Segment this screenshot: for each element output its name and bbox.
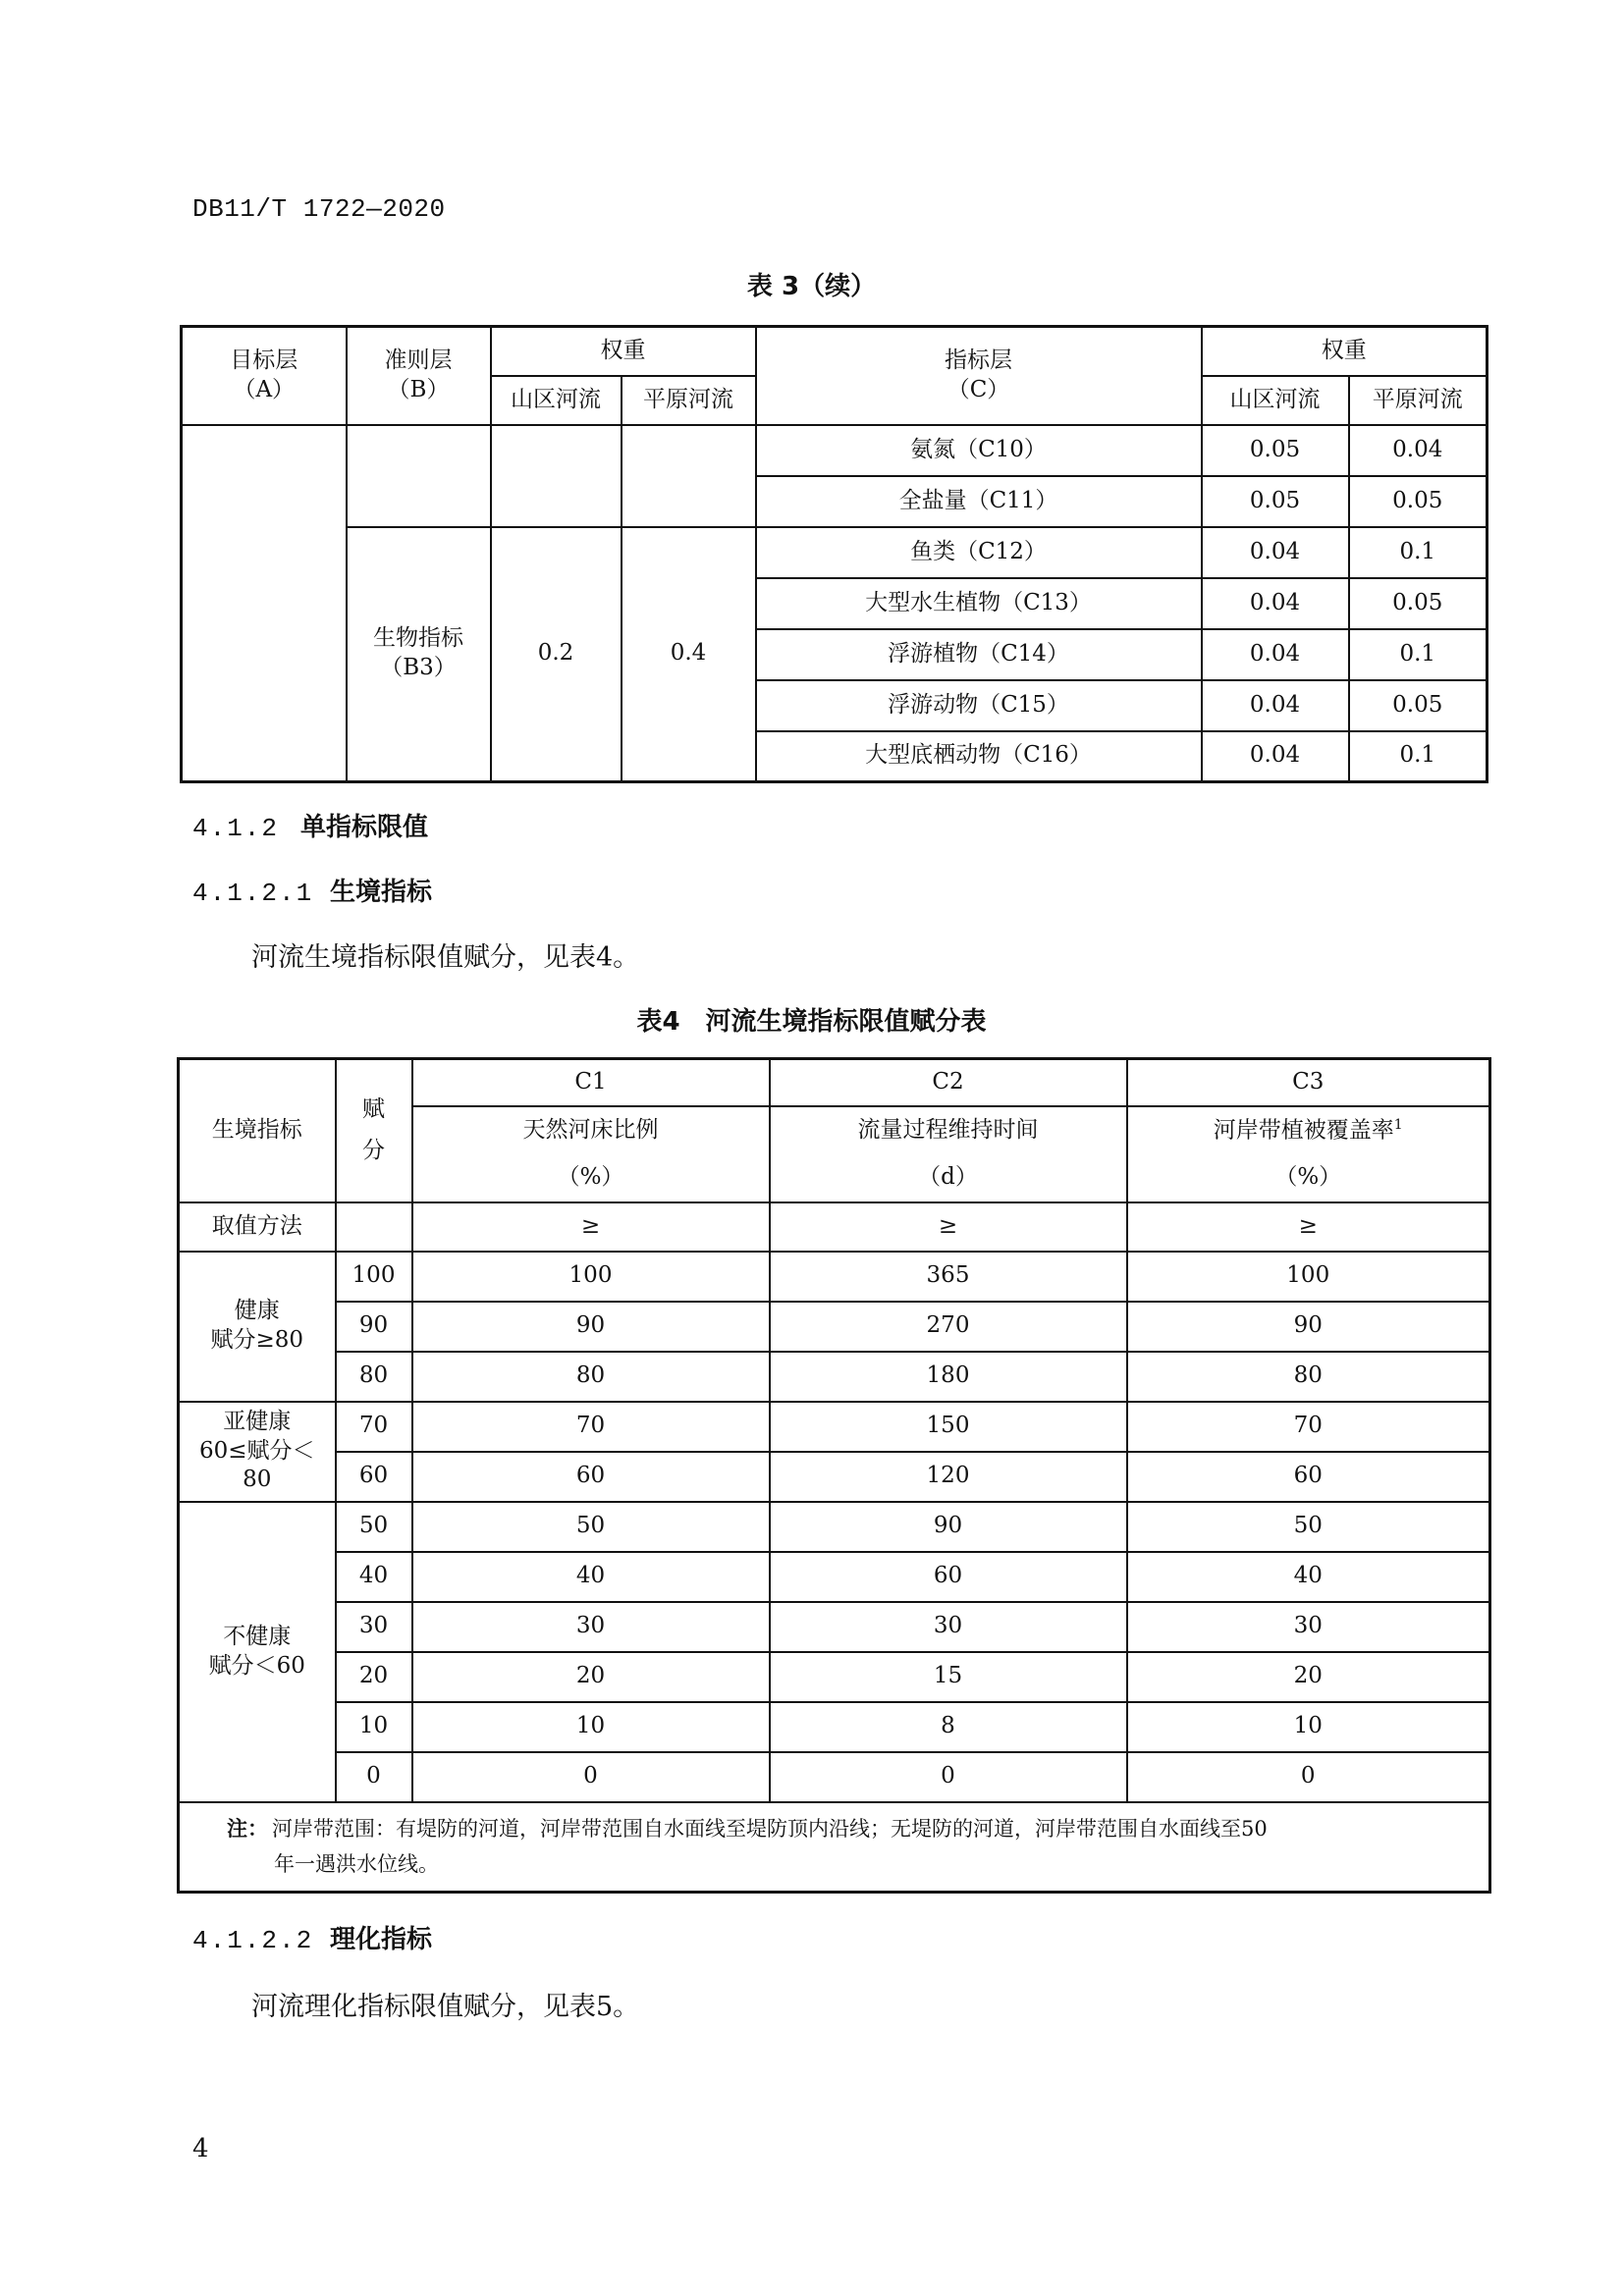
header-mountain-2: 山区河流	[1202, 376, 1349, 425]
header-target-layer: 目标层 （A）	[182, 327, 347, 425]
score-cell: 100	[336, 1252, 412, 1302]
score-cell: 0	[336, 1752, 412, 1802]
c3-cell: 40	[1127, 1552, 1490, 1602]
c1-cell: 100	[412, 1252, 770, 1302]
method-label: 取值方法	[179, 1202, 336, 1252]
header-indicator-layer: 指标层 （C）	[756, 327, 1202, 425]
weight-mountain-cell: 0.05	[1202, 476, 1349, 527]
weight-plain-cell: 0.05	[1349, 476, 1488, 527]
c2-cell: 8	[770, 1702, 1127, 1752]
header-plain: 平原河流	[622, 376, 756, 425]
criteria-cell-empty	[347, 425, 491, 527]
c3-cell: 0	[1127, 1752, 1490, 1802]
c1-cell: 50	[412, 1502, 770, 1552]
score-cell: 30	[336, 1602, 412, 1652]
c3-cell: 30	[1127, 1602, 1490, 1652]
c2-cell: 60	[770, 1552, 1127, 1602]
score-cell: 20	[336, 1652, 412, 1702]
method-c1: ≥	[412, 1202, 770, 1252]
weight-plain-empty	[622, 425, 756, 527]
paragraph-physchem-ref: 河流理化指标限值赋分，见表5。	[251, 1992, 640, 2022]
c2-cell: 180	[770, 1352, 1127, 1402]
c2-cell: 270	[770, 1302, 1127, 1352]
header-c2-unit: （d）	[770, 1155, 1127, 1202]
c1-cell: 20	[412, 1652, 770, 1702]
c2-cell: 150	[770, 1402, 1127, 1452]
weight-plain-cell: 0.1	[1349, 731, 1488, 782]
score-cell: 60	[336, 1452, 412, 1502]
header-c3-unit: （%）	[1127, 1155, 1490, 1202]
weight-mountain-cell: 0.04	[1202, 527, 1349, 578]
c1-cell: 10	[412, 1702, 770, 1752]
header-c1-name: 天然河床比例	[412, 1106, 770, 1155]
page-number: 4	[192, 2134, 209, 2163]
table3-caption: 表 3（续）	[746, 272, 877, 301]
c1-cell: 90	[412, 1302, 770, 1352]
c3-cell: 20	[1127, 1652, 1490, 1702]
indicator-cell: 全盐量（C11）	[756, 476, 1202, 527]
score-cell: 10	[336, 1702, 412, 1752]
score-cell: 50	[336, 1502, 412, 1552]
c3-cell: 90	[1127, 1302, 1490, 1352]
weight-mountain-cell: 0.04	[1202, 629, 1349, 680]
paragraph-habitat-ref: 河流生境指标限值赋分，见表4。	[251, 942, 640, 973]
header-criteria-layer: 准则层 （B）	[347, 327, 491, 425]
indicator-cell: 大型水生植物（C13）	[756, 578, 1202, 629]
c2-cell: 365	[770, 1252, 1127, 1302]
weight-mountain-empty	[491, 425, 622, 527]
header-score: 赋 分	[336, 1059, 412, 1202]
c2-cell: 15	[770, 1652, 1127, 1702]
table4	[177, 1057, 1491, 1894]
table4-note: 注： 河岸带范围：有堤防的河道，河岸带范围自水面线至堤防顶内沿线；无堤防的河道，河岸带范围自水面线至50 年一遇洪水位线。	[179, 1802, 1490, 1893]
method-score-empty	[336, 1202, 412, 1252]
indicator-cell: 浮游植物（C14）	[756, 629, 1202, 680]
header-c3: C3	[1127, 1059, 1490, 1106]
header-c2-name: 流量过程维持时间	[770, 1106, 1127, 1155]
table3	[180, 325, 1488, 783]
c3-cell: 50	[1127, 1502, 1490, 1552]
header-habitat-indicator: 生境指标	[179, 1059, 336, 1202]
c3-cell: 10	[1127, 1702, 1490, 1752]
header-mountain: 山区河流	[491, 376, 622, 425]
c2-cell: 30	[770, 1602, 1127, 1652]
c1-cell: 40	[412, 1552, 770, 1602]
method-c2: ≥	[770, 1202, 1127, 1252]
group-sub-healthy: 亚健康 60≤赋分＜ 80	[179, 1402, 336, 1502]
weight-plain-cell: 0.1	[1349, 527, 1488, 578]
c3-cell: 100	[1127, 1252, 1490, 1302]
score-cell: 70	[336, 1402, 412, 1452]
indicator-cell: 大型底栖动物（C16）	[756, 731, 1202, 782]
indicator-cell: 氨氮（C10）	[756, 425, 1202, 476]
c2-cell: 90	[770, 1502, 1127, 1552]
c1-cell: 30	[412, 1602, 770, 1652]
header-weight: 权重	[491, 327, 756, 376]
score-cell: 40	[336, 1552, 412, 1602]
indicator-cell: 鱼类（C12）	[756, 527, 1202, 578]
table4-caption: 表4 河流生境指标限值赋分表	[636, 1007, 987, 1037]
c1-cell: 70	[412, 1402, 770, 1452]
section-4-1-2-2: 4.1.2.2 理化指标	[192, 1925, 433, 1955]
header-c3-name: 河岸带植被覆盖率$^1$	[1127, 1106, 1490, 1155]
weight-plain-cell: 0.04	[1349, 425, 1488, 476]
header-c2: C2	[770, 1059, 1127, 1106]
method-c3: ≥	[1127, 1202, 1490, 1252]
section-4-1-2: 4.1.2 单指标限值	[192, 813, 429, 843]
c3-cell: 70	[1127, 1402, 1490, 1452]
header-plain-2: 平原河流	[1349, 376, 1488, 425]
header-c1: C1	[412, 1059, 770, 1106]
weight-plain-cell: 0.05	[1349, 578, 1488, 629]
weight-mountain-cell: 0.04	[1202, 680, 1349, 731]
score-cell: 80	[336, 1352, 412, 1402]
c1-cell: 80	[412, 1352, 770, 1402]
bio-indicator-group: 生物指标 （B3）	[347, 527, 491, 782]
target-cell-empty	[182, 425, 347, 782]
weight-mountain-cell: 0.04	[1202, 731, 1349, 782]
weight-plain-cell: 0.05	[1349, 680, 1488, 731]
c3-cell: 80	[1127, 1352, 1490, 1402]
document-id: DB11/T 1722—2020	[192, 194, 446, 224]
c2-cell: 120	[770, 1452, 1127, 1502]
header-weight-2: 权重	[1202, 327, 1488, 376]
weight-mountain-cell: 0.04	[1202, 578, 1349, 629]
c1-cell: 0	[412, 1752, 770, 1802]
section-4-1-2-1: 4.1.2.1 生境指标	[192, 878, 433, 908]
weight-plain-cell: 0.1	[1349, 629, 1488, 680]
score-cell: 90	[336, 1302, 412, 1352]
group-unhealthy: 不健康 赋分＜60	[179, 1502, 336, 1802]
indicator-cell: 浮游动物（C15）	[756, 680, 1202, 731]
c1-cell: 60	[412, 1452, 770, 1502]
c3-cell: 60	[1127, 1452, 1490, 1502]
bio-weight-mountain: 0.2	[491, 527, 622, 782]
bio-weight-plain: 0.4	[622, 527, 756, 782]
c2-cell: 0	[770, 1752, 1127, 1802]
group-healthy: 健康 赋分≥80	[179, 1252, 336, 1402]
header-c1-unit: （%）	[412, 1155, 770, 1202]
weight-mountain-cell: 0.05	[1202, 425, 1349, 476]
